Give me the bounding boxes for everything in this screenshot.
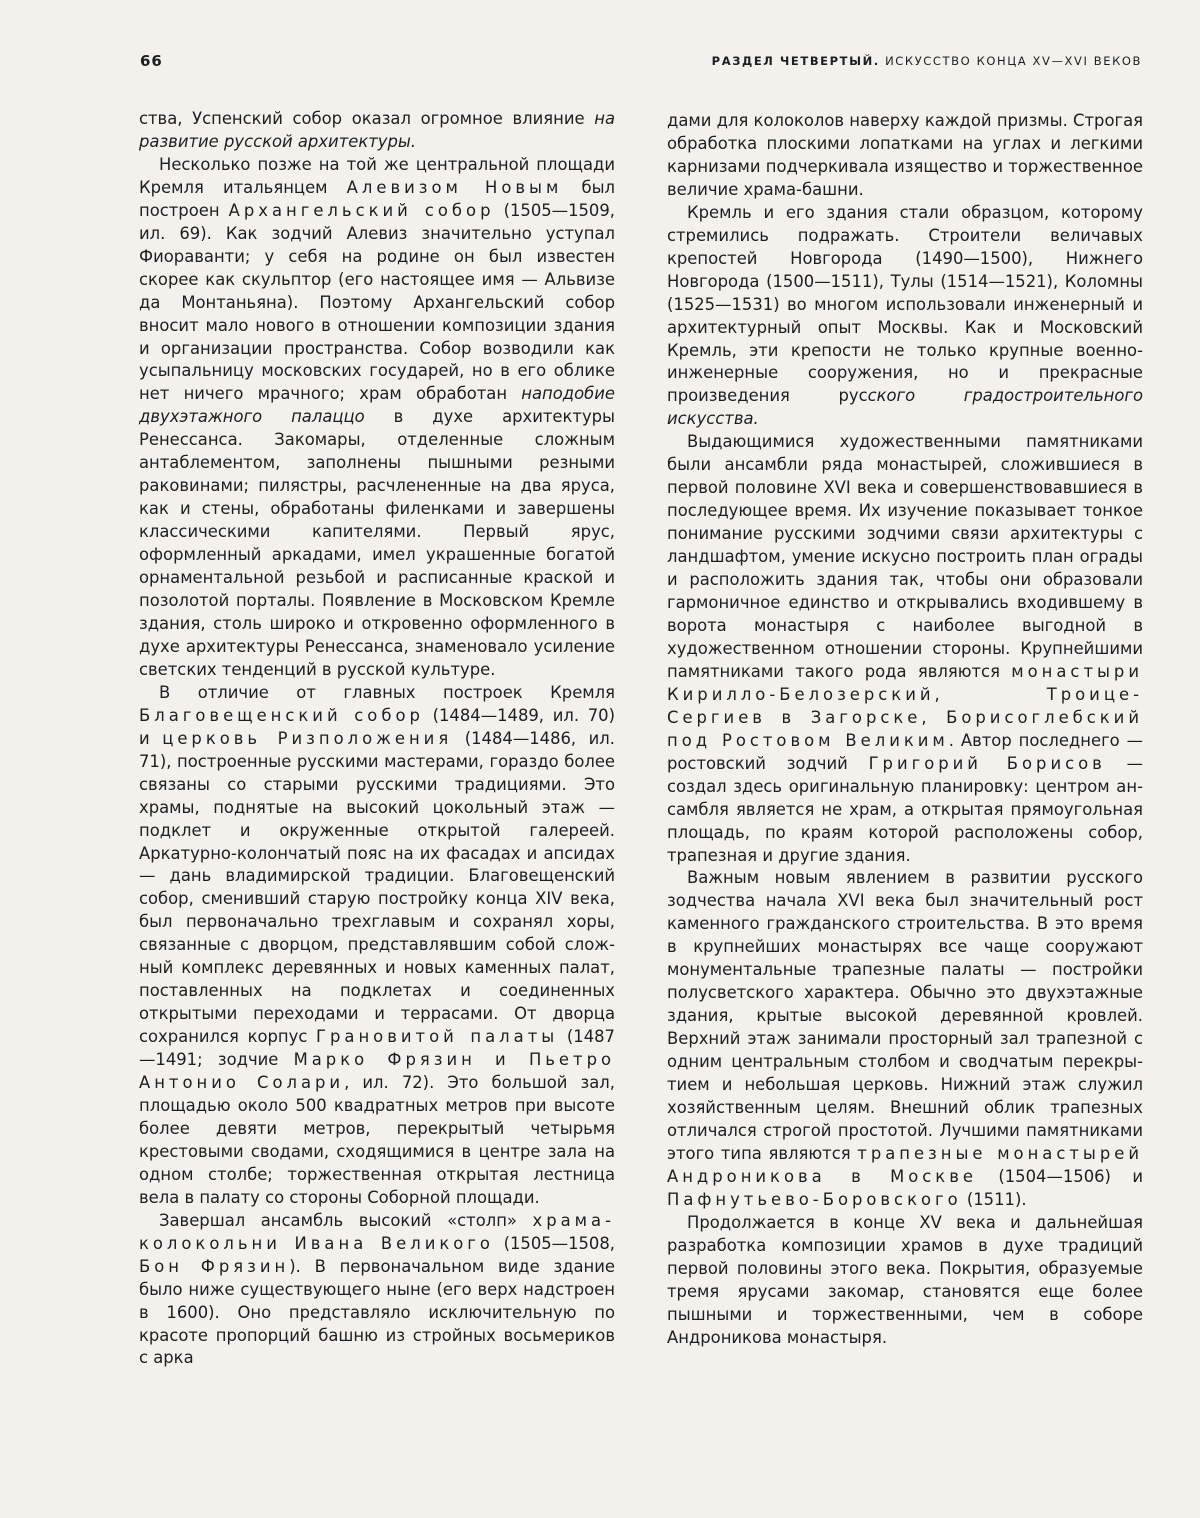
text-run: (1484—1489, ил. 70) и	[139, 705, 615, 748]
chapter-title: ИСКУССТВО КОНЦА XV—XVI ВЕКОВ	[885, 54, 1142, 68]
paragraph	[667, 431, 1143, 867]
text-run: ства, Успенский собор оказал огромное влияние	[139, 109, 595, 128]
italic-text: ского градостроительного искусства.	[667, 386, 1143, 429]
paragraph	[139, 154, 615, 682]
paragraph	[667, 1212, 1143, 1350]
page-header	[140, 52, 1142, 76]
section-label: РАЗДЕЛ ЧЕТВЕРТЫЙ.	[711, 54, 880, 68]
text-run: В отличие от главных построек Кремля	[159, 682, 615, 702]
text-run: Кремль и его здания стали образцом, которому стремились подражать. Строители величавых крепостей Новгорода (1490—1500), Нижнего Новгорода (1500—1511), Тулы (1514—1521), Коломны (1525—1531) во многом использовали инженерный и архитектурный опыт Москвы. Как и Московский Кремль, эти крепости не только крупные военно-инженерные сооружения, но и прекрасные произведения рус	[667, 202, 1143, 406]
page-number: 66	[140, 52, 163, 70]
spaced-name: трапезные монастырей Андроникова в Москве	[667, 1143, 1143, 1186]
spaced-name: Архангельский собор	[228, 200, 495, 220]
spaced-name: Пафнутьево-Боровского	[667, 1189, 962, 1209]
text-run: — создал здесь оригинальную планировку: центром ансамбля является не храм, а открытая прямоугольная площадь, по краям которой расположены собор, трапезная и другие здания.	[667, 753, 1143, 865]
spaced-name: Марко Фрязин и Пьетро Антонио Солари	[139, 1050, 616, 1093]
text-run: (1505—1509, ил. 69). Как зодчий Алевиз значительно уступал Фиораванти; у себя на родине он был известен скорее как скульптор (его настоящее имя — Альвизе да Монтаньяна). Поэтому Архангельский собор вносит мало нового в отношении композиции здания и организации пространства. Собор возводили как усыпальницу московских государей, но в его облике нет ничего мрачного; храм обработан	[139, 200, 615, 404]
left-column	[139, 108, 615, 1370]
spaced-name: Грановитой палаты	[316, 1027, 559, 1047]
text-run: (1505—1508,	[493, 1233, 615, 1253]
spaced-name: Бон Фрязин	[139, 1256, 290, 1276]
text-run: Важным новым явлением в развитии русского зодчества начала XVI века был значительный рост каменного гражданского строительства. В это время в крупнейших монастырях все чаще сооружают монументальные трапезные палаты — постройки полусветского характера. Обычно это двухэтажные здания, крытые высокой деревянной кровлей. Верхний этаж занимали просторный зал трапезной с одним центральным столбом и сводчатым перекрытием и небольшая церковь. Нижний этаж служил хозяйственным целям. Внешний облик трапезных отличался строгой простотой. Лучшими памятниками этого типа являются	[667, 868, 1143, 1163]
text-run: , ил. 72). Это большой зал, площадью около 500 квадратных метров при высоте более девяти метров, перекрытый четырьмя крестовыми сводами, сходящимися в центре зала на одном столбе; торжественная открытая лестница вела в палату со стороны Соборной площади.	[139, 1073, 615, 1207]
text-run: (1504—1506) и	[976, 1166, 1143, 1186]
text-run: дами для колоколов наверху каждой призмы. Строгая обработка плоскими лопатками на углах и легкими карнизами подчеркивала изящество и торжественное величие храма-башни.	[667, 111, 1143, 199]
text-run: Завершал ансамбль высокий «столп»	[159, 1210, 533, 1230]
spaced-name: Благовещенский собор	[139, 705, 424, 725]
text-run: (1511).	[961, 1189, 1027, 1209]
italic-text: на развитие русской архитектуры.	[139, 109, 615, 151]
italic-text: наподобие двухэтажного палаццо	[139, 384, 615, 427]
paragraph	[139, 108, 615, 154]
paragraph	[667, 202, 1143, 432]
running-head	[712, 54, 1142, 68]
text-run: (1487—1491; зодчие	[139, 1027, 615, 1070]
spaced-name: церковь Ризположения	[162, 728, 453, 748]
right-column	[667, 110, 1143, 1349]
text-run: в духе архитектуры Ренессанса. Закомары, отделенные сложным антаблементом, заполнены пышными резными раковинами; пилястры, расчлененные на два яруса, как и стены, обработаны филенками и завершены классическими капителями. Первый ярус, оформленный аркадами, имел украшенные богатой орнаментальной резьбой и расписанные краской и позолотой порталы. Появление в Московском Кремле здания, столь широко и откровенно оформленного в духе архитектуры Ренессанса, знаменовало усиление светских тенденций в русской культуре.	[139, 407, 615, 679]
text-run: ). В первоначальном виде здание было ниже существующего ныне (его верх надстроен в 1600). Оно представляло исключительную по красоте пропорций башню из стройных восьмериков с арка	[139, 1256, 615, 1368]
paragraph	[139, 682, 615, 1210]
text-run: . Автор последнего — ростовский зодчий	[667, 730, 1143, 773]
text-run: был построен	[139, 177, 615, 220]
text-run: Несколько позже на той же центральной площади Кремля итальянцем	[139, 154, 615, 197]
text-run: Выдающимися художественными памятниками были ансамбли ряда монастырей, сложившиеся в первой половине XVI века и совершенствовавшиеся в последующее время. Их изучение показывает тонкое понимание русскими зодчими связи архитектуры с ландшафтом, умение искусно построить план ограды и расположить здания так, чтобы они образовали гармоничное единство и открывались входившему в ворота монастыря с наиболее выгодной в художественном отношении стороны. Крупнейшими памятниками такого рода являются	[667, 432, 1143, 681]
spaced-name: Алевизом Новым	[346, 177, 563, 197]
text-run: Продолжается в конце XV века и дальнейшая разработка композиции храмов в духе традиций первой половины этого века. Покрытия, образуемые тремя ярусами закомар, становятся еще более пышными и торжественными, чем в соборе Андроникова монастыря.	[667, 1212, 1143, 1347]
paragraph	[139, 1210, 615, 1371]
spaced-name: монастыри Кирилло-Белозерский, Троице-Сергиев в Загорске, Борисоглебский под Ростовом Великим	[667, 661, 1143, 750]
paragraph	[667, 867, 1143, 1211]
text-run: (1484—1486, ил. 71), построенные русскими мастерами, гораздо более связаны со старыми русскими традициями. Это храмы, поднятые на высокий цокольный этаж — подклет и окруженные открытой галереей. Аркатурно-колончатый пояс на их фасадах и апсидах — дань владимирской традиции. Благовещенский собор, сменивший старую постройку конца XIV века, был первоначально трехглавым и сохранял хоры, связанные с дворцом, представлявшим собой сложный комплекс деревянных и новых каменных палат, поставленных на подклетах и соединенных открытыми переходами и террасами. От дворца сохранился корпус	[139, 728, 615, 1047]
spaced-name: храма-колокольни Ивана Великого	[139, 1210, 615, 1253]
spaced-name: Григорий Борисов	[868, 753, 1106, 773]
paragraph	[667, 110, 1143, 202]
